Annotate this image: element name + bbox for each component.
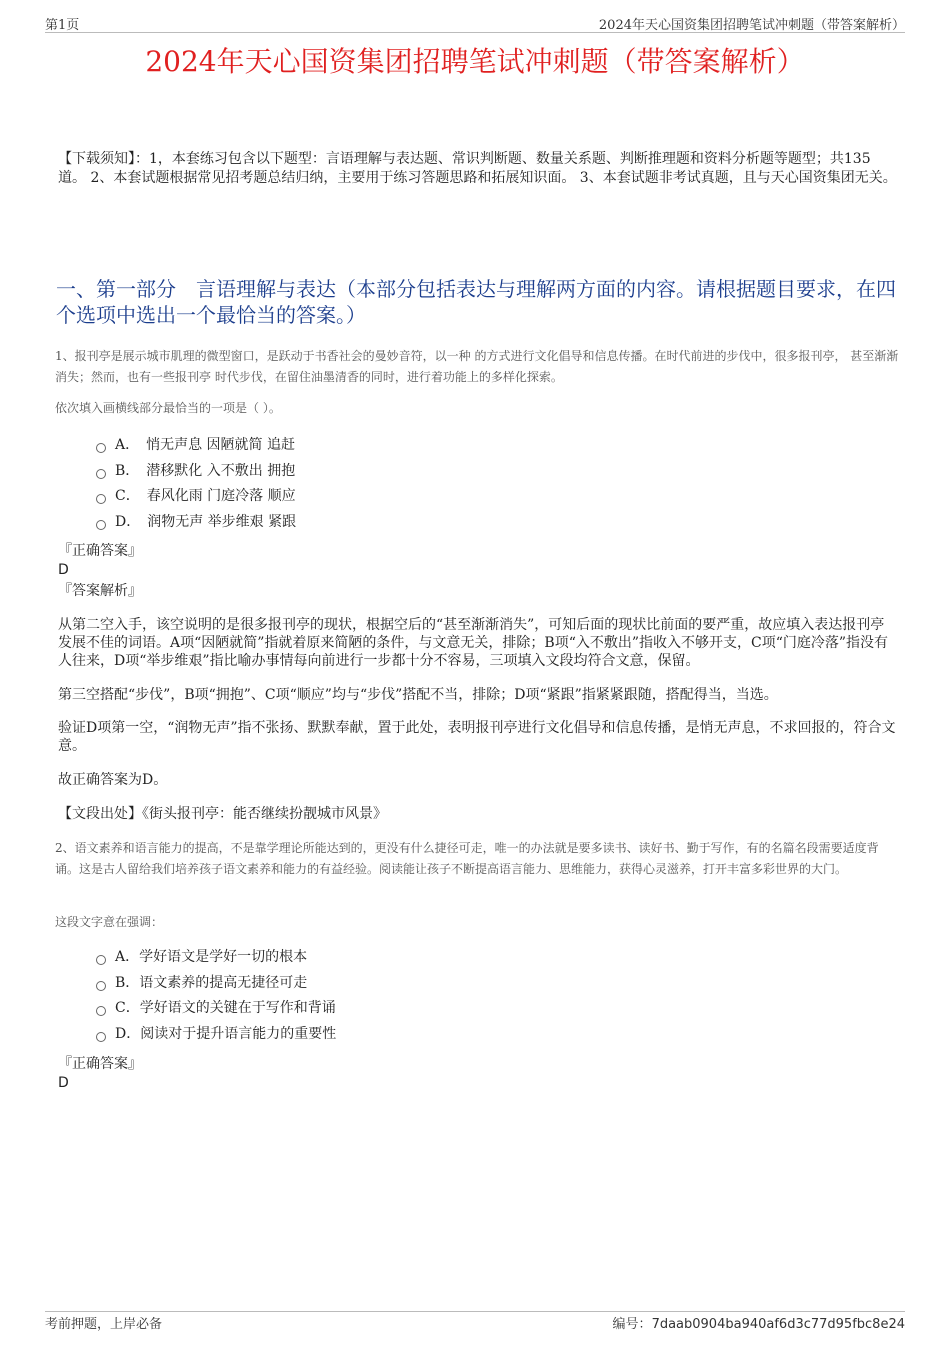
option-d[interactable]: D． 润物无声 举步维艰 紧跟 xyxy=(96,510,296,536)
page-header xyxy=(45,14,905,32)
section-heading: 一、第一部分 言语理解与表达（本部分包括表达与理解两方面的内容。请根据题目要求，在四个选项中选出一个最恰当的答案。） xyxy=(56,277,896,327)
question-1-stem: 1、报刊亭是展示城市肌理的微型窗口，是跃动于书香社会的曼妙音符，以一种 的方式进行文化倡导和信息传播。在时代前进的步伐中，很多报刊亭， 甚至渐渐消失；然而，也有一些报刊亭 时代步伐，在留住油墨清香的同时，进行着功能上的多样化探索。 xyxy=(55,349,899,384)
option-c[interactable]: C． 春风化雨 门庭冷落 顺应 xyxy=(96,484,296,510)
answer-value: D xyxy=(58,1075,69,1091)
question-2-options xyxy=(96,945,336,1047)
analysis-paragraph: 第三空搭配“步伐”，B项“拥抱”、C项“顺应”均与“步伐”搭配不当，排除；D项“紧跟”指紧紧跟随，搭配得当，当选。 xyxy=(58,687,778,703)
radio-icon[interactable] xyxy=(96,443,106,453)
page-number: 第1页 xyxy=(45,18,80,33)
radio-icon[interactable] xyxy=(96,981,106,991)
header-doc-title: 2024年天心国资集团招聘笔试冲刺题（带答案解析） xyxy=(598,18,905,33)
analysis-paragraph: 验证D项第一空，“润物无声”指不张扬、默默奉献，置于此处，表明报刊亭进行文化倡导和信息传播，是悄无声息，不求回报的，符合文意。 xyxy=(58,720,896,754)
option-a[interactable]: A． 悄无声息 因陋就简 追赶 xyxy=(96,433,296,459)
radio-icon[interactable] xyxy=(96,494,106,504)
radio-icon[interactable] xyxy=(96,1032,106,1042)
option-c[interactable]: C．学好语文的关键在于写作和背诵 xyxy=(96,996,336,1022)
question-1-prompt: 依次填入画横线部分最恰当的一项是（ ）。 xyxy=(55,401,281,415)
radio-icon[interactable] xyxy=(96,469,106,479)
analysis-label: 『答案解析』 xyxy=(58,583,142,599)
radio-icon[interactable] xyxy=(96,520,106,530)
option-a[interactable]: A．学好语文是学好一切的根本 xyxy=(96,945,336,971)
page-title: 2024年天心国资集团招聘笔试冲刺题（带答案解析） xyxy=(145,45,805,78)
answer-label: 『正确答案』 xyxy=(58,543,142,559)
document-code: 编号：7daab0904ba940af6d3c77d95fbc8e24 xyxy=(612,1317,905,1332)
header-divider xyxy=(45,32,905,33)
download-notice: 【下载须知】：1，本套练习包含以下题型：言语理解与表达题、常识判断题、数量关系题、判断推理题和资料分析题等题型；共135道。 2、本套试题根据常见招考题总结归纳，主要用于练习答题思路和拓展知识面。 3、本套试题非考试真题，且与天心国资集团无关。 xyxy=(58,151,897,186)
question-1-options xyxy=(96,433,296,535)
radio-icon[interactable] xyxy=(96,1006,106,1016)
analysis-paragraph: 从第二空入手，该空说明的是很多报刊亭的现状，根据空后的“甚至渐渐消失”，可知后面的现状比前面的要严重，故应填入表达报刊亭发展不佳的词语。A项“因陋就简”指就着原来简陋的条件，与文意无关，排除；B项“入不敷出”指收入不够开支，C项“门庭冷落”指没有人往来，D项“举步维艰”指比喻办事情每向前进行一步都十分不容易，三项填入文段均符合文意，保留。 xyxy=(58,617,889,669)
text-source: 【文段出处】《街头报刊亭：能否继续扮靓城市风景》 xyxy=(58,806,387,822)
answer-value: D xyxy=(58,562,69,578)
option-b[interactable]: B．语文素养的提高无捷径可走 xyxy=(96,971,336,997)
radio-icon[interactable] xyxy=(96,955,106,965)
question-2-stem: 2、语文素养和语言能力的提高，不是靠学理论所能达到的，更没有什么捷径可走，唯一的办法就是要多读书、读好书、勤于写作，有的名篇名段需要适度背诵。这是古人留给我们培养孩子语文素养和能力的有益经验。阅读能让孩子不断提高语言能力、思维能力，获得心灵滋养，打开丰富多彩世界的大门。 xyxy=(55,841,879,876)
answer-label: 『正确答案』 xyxy=(58,1056,142,1072)
footer-divider xyxy=(45,1311,905,1312)
option-b[interactable]: B． 潜移默化 入不敷出 拥抱 xyxy=(96,459,296,485)
analysis-conclusion: 故正确答案为D。 xyxy=(58,772,168,788)
option-d[interactable]: D．阅读对于提升语言能力的重要性 xyxy=(96,1022,336,1048)
question-2-prompt: 这段文字意在强调： xyxy=(55,915,164,929)
footer-slogan: 考前押题，上岸必备 xyxy=(45,1317,163,1332)
